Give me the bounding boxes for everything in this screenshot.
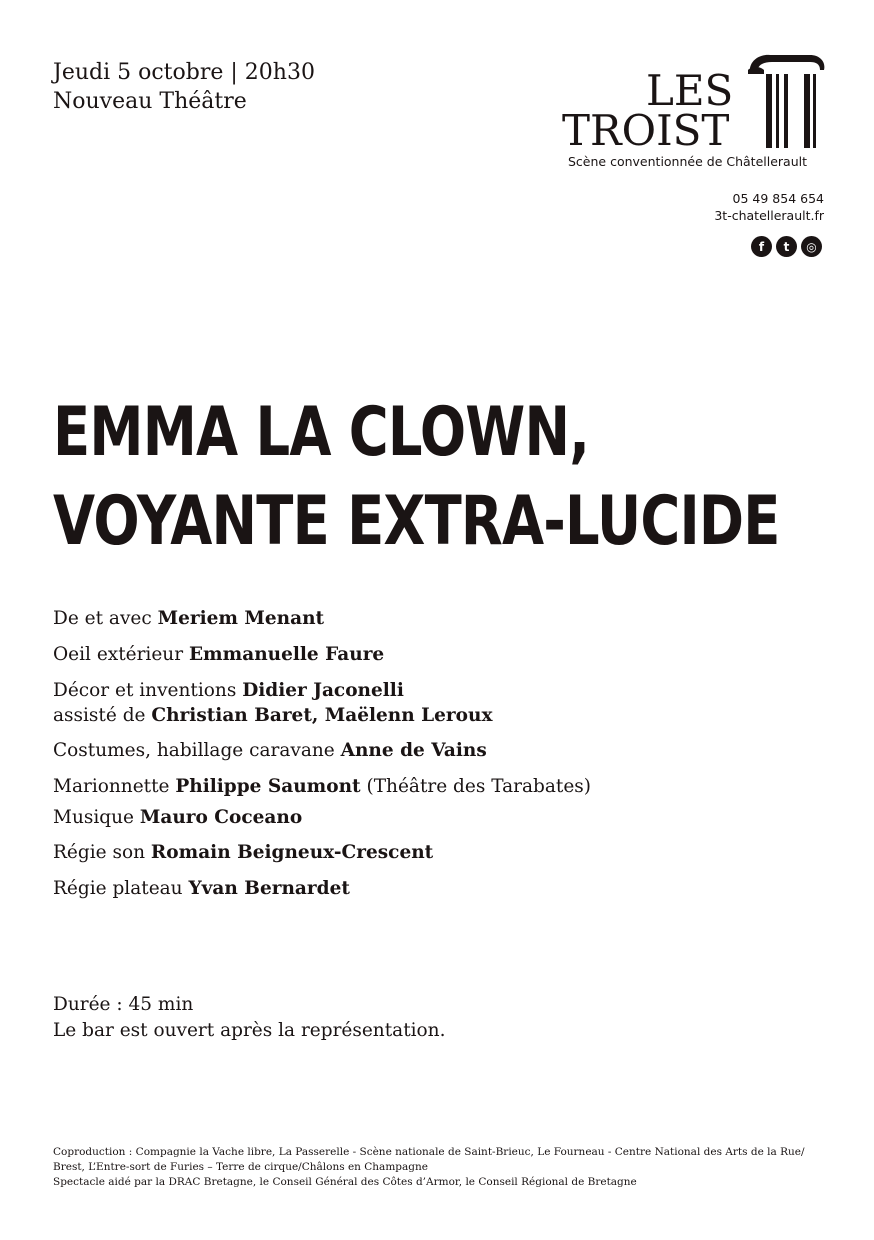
event-info xyxy=(53,58,315,116)
credit-name: Yvan Bernardet xyxy=(188,878,350,899)
credit-line xyxy=(53,703,492,728)
credit-name: Anne de Vains xyxy=(340,740,487,761)
credit-extra: (Théâtre des Tarabates) xyxy=(360,776,591,797)
event-date-time: Jeudi 5 octobre | 20h30 xyxy=(53,60,315,85)
social-links xyxy=(751,236,822,257)
event-venue: Nouveau Théâtre xyxy=(53,89,247,114)
credit-name: Mauro Coceano xyxy=(139,807,303,828)
show-title-line-2: VOYANTE EXTRA-LUCIDE xyxy=(53,482,780,561)
footer-line-2: Brest, L’Entre-sort de Furies – Terre de cirque/Châlons en Champagne xyxy=(53,1161,428,1173)
bar-notice: Le bar est ouvert après la représentation. xyxy=(53,1020,446,1041)
credit-line xyxy=(53,805,302,830)
credit-role: Régie plateau xyxy=(53,878,189,899)
credit-role: Oeil extérieur xyxy=(53,644,189,665)
phone-number: 05 49 854 654 xyxy=(732,191,824,206)
facebook-icon[interactable]: f xyxy=(751,236,772,257)
les-3t-logo xyxy=(560,52,830,172)
credit-line xyxy=(53,678,404,703)
instagram-icon[interactable]: ◎ xyxy=(801,236,822,257)
credit-role: Costumes, habillage caravane xyxy=(53,740,341,761)
logo-line-troist: TROIST xyxy=(562,106,730,155)
column-t-icon xyxy=(746,52,826,152)
contact-block xyxy=(714,190,824,224)
credit-line xyxy=(53,876,350,901)
footer-line-3: Spectacle aidé par la DRAC Bretagne, le Conseil Général des Côtes d’Armor, le Conseil Régional de Bretagne xyxy=(53,1176,637,1188)
credit-name: Emmanuelle Faure xyxy=(188,644,385,665)
credit-line xyxy=(53,840,433,865)
duration: Durée : 45 min xyxy=(53,994,194,1015)
credit-role: Régie son xyxy=(53,842,151,863)
credit-name: Philippe Saumont xyxy=(175,776,361,797)
logo-line-les: LES xyxy=(646,66,734,115)
practical-info xyxy=(53,992,445,1044)
credit-name: Romain Beigneux-Crescent xyxy=(150,842,434,863)
credit-role: De et avec xyxy=(53,608,158,629)
credit-line xyxy=(53,738,487,763)
credit-line xyxy=(53,774,591,799)
website[interactable]: 3t-chatellerault.fr xyxy=(714,208,824,223)
footer-line-1: Coproduction : Compagnie la Vache libre, La Passerelle - Scène nationale de Saint-Brieuc, Le Fourneau - Centre National des Arts de la Rue/ xyxy=(53,1146,805,1158)
footer-credits xyxy=(53,1145,833,1190)
credit-role: assisté de xyxy=(53,705,152,726)
credit-line xyxy=(53,642,384,667)
credit-name: Meriem Menant xyxy=(157,608,325,629)
credit-line xyxy=(53,606,324,631)
twitter-icon[interactable]: t xyxy=(776,236,797,257)
credit-role: Décor et inventions xyxy=(53,680,243,701)
credit-name: Christian Baret, Maëlenn Leroux xyxy=(151,705,493,726)
logo-tagline: Scène conventionnée de Châtellerault xyxy=(568,154,807,169)
credit-name: Didier Jaconelli xyxy=(242,680,404,701)
credit-role: Marionnette xyxy=(53,776,176,797)
show-title xyxy=(53,388,780,566)
show-title-line-1: EMMA LA CLOWN, xyxy=(53,393,590,472)
credit-role: Musique xyxy=(53,807,140,828)
